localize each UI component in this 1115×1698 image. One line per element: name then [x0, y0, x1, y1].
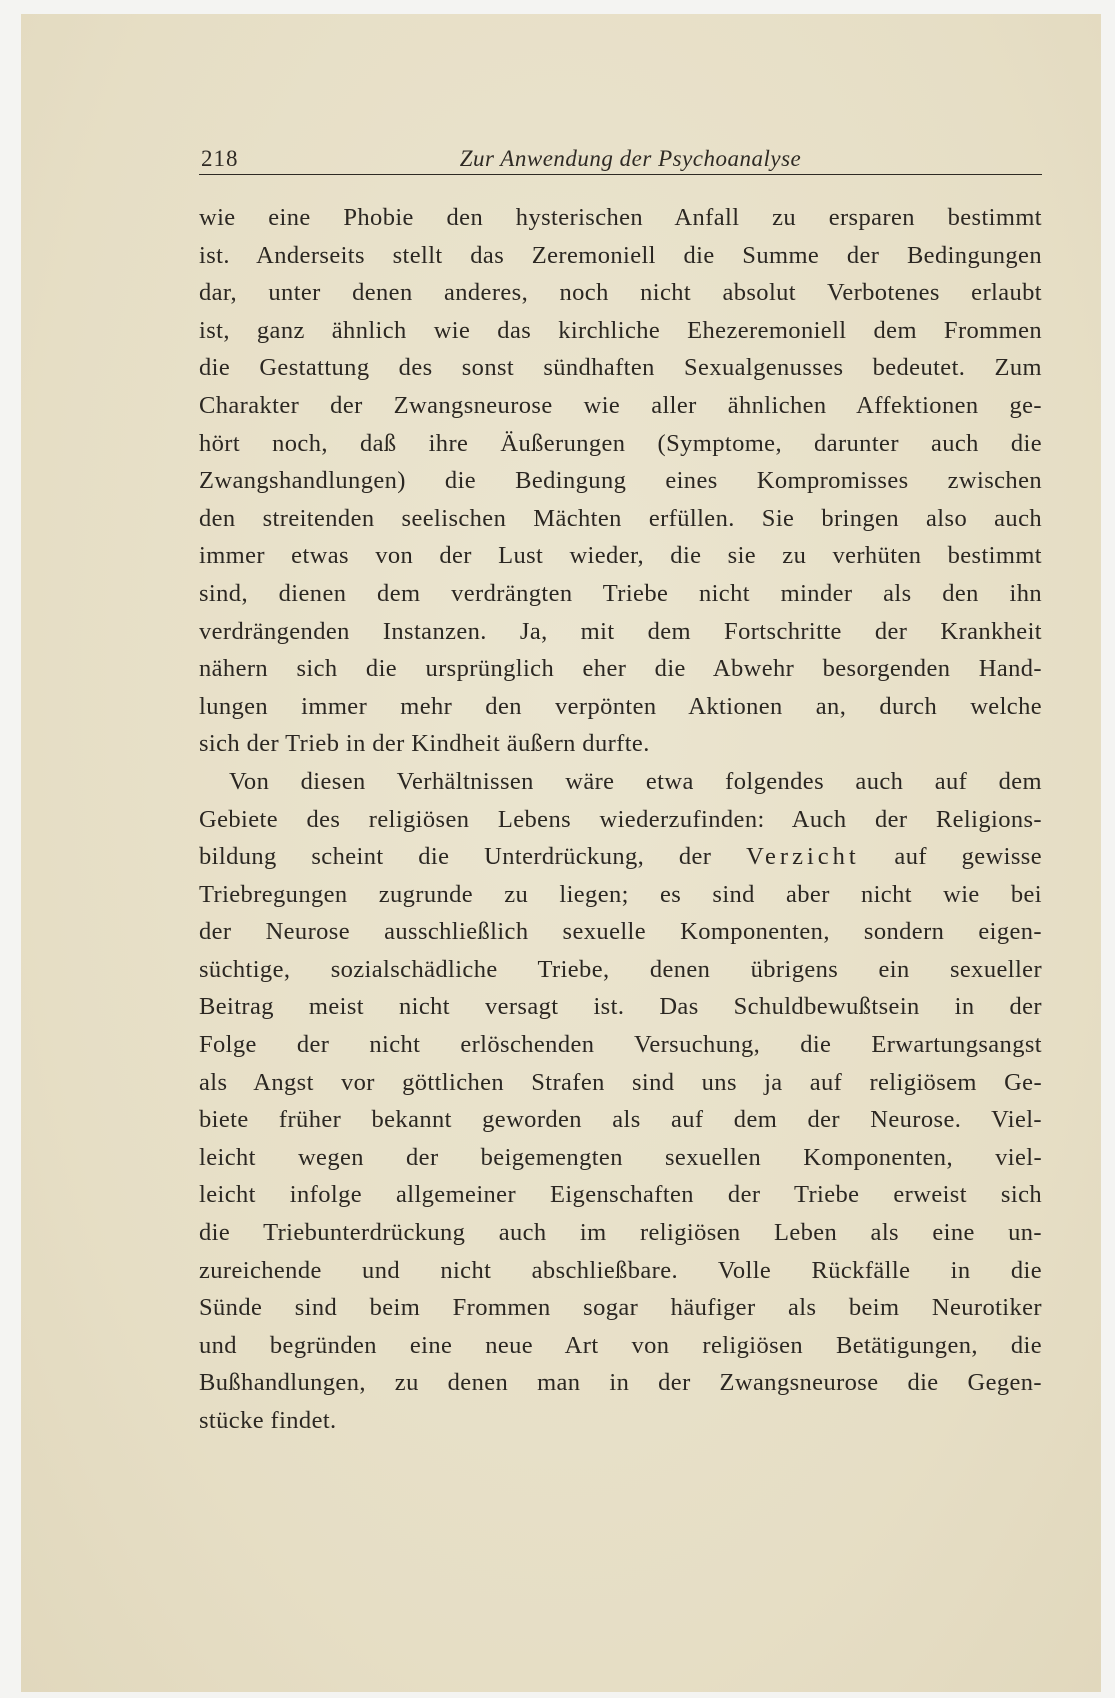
text-line: hört noch, daß ihre Äußerungen (Symptome, darunter auch die [199, 429, 1042, 457]
text-line: leicht infolge allgemeiner Eigenschaften der Triebe erweist sich [199, 1181, 1042, 1209]
text-line: sind, dienen dem verdrängten Triebe nicht minder als den ihn [199, 579, 1042, 607]
text-line: Folge der nicht erlöschenden Versuchung, die Erwartungsangst [199, 1031, 1042, 1059]
text-line: ist, ganz ähnlich wie das kirchliche Ehezeremoniell dem Frommen [199, 316, 1042, 344]
text-line: Von diesen Verhältnissen wäre etwa folgendes auch auf dem [229, 767, 1042, 795]
emphasized-word: Verzicht [746, 843, 860, 871]
text-line: nähern sich die ursprünglich eher die Abwehr besorgenden Hand- [199, 655, 1042, 683]
page-number: 218 [201, 146, 239, 171]
running-header [199, 146, 1042, 175]
text-line: ist. Anderseits stellt das Zeremoniell die Summe der Bedingungen [199, 241, 1042, 269]
text-line: stücke findet. [199, 1407, 337, 1434]
text-fragment: bildung scheint die Unterdrückung, der [199, 843, 712, 871]
text-line: Triebregungen zugrunde zu liegen; es sind aber nicht wie bei [199, 880, 1042, 908]
running-title: Zur Anwendung der Psychoanalyse [459, 146, 802, 171]
text-line: Sünde sind beim Frommen sogar häufiger als beim Neurotiker [199, 1294, 1042, 1322]
text-line: die Triebunterdrückung auch im religiösen Leben als eine un- [199, 1219, 1042, 1247]
text-line: und begründen eine neue Art von religiösen Betätigungen, die [199, 1331, 1042, 1359]
text-line: die Gestattung des sonst sündhaften Sexualgenusses bedeutet. Zum [199, 354, 1042, 382]
text-line: verdrängenden Instanzen. Ja, mit dem Fortschritte der Krankheit [199, 617, 1042, 645]
text-fragment: auf gewisse [894, 843, 1042, 871]
text-line: Gebiete des religiösen Lebens wiederzufinden: Auch der Religions- [199, 805, 1042, 833]
text-line: zureichende und nicht abschließbare. Volle Rückfälle in die [199, 1256, 1042, 1284]
body-text [199, 199, 1042, 1440]
text-line: Bußhandlungen, zu denen man in der Zwangsneurose die Gegen- [199, 1369, 1042, 1397]
text-line: süchtige, sozialschädliche Triebe, denen übrigens ein sexueller [199, 955, 1042, 983]
paragraph [199, 199, 1042, 763]
text-line: Zwangshandlungen) die Bedingung eines Kompromisses zwischen [199, 467, 1042, 495]
text-line: immer etwas von der Lust wieder, die sie zu verhüten bestimmt [199, 542, 1042, 570]
text-line: lungen immer mehr den verpönten Aktionen an, durch welche [199, 692, 1042, 720]
text-line: wie eine Phobie den hysterischen Anfall zu ersparen bestimmt [199, 204, 1042, 231]
text-line: den streitenden seelischen Mächten erfüllen. Sie bringen also auch [199, 504, 1042, 532]
text-line: Beitrag meist nicht versagt ist. Das Schuldbewußtsein in der [199, 993, 1042, 1021]
text-line [199, 838, 1042, 876]
text-line: Charakter der Zwangsneurose wie aller ähnlichen Affektionen ge- [199, 391, 1042, 419]
text-line: dar, unter denen anderes, noch nicht absolut Verbotenes erlaubt [199, 279, 1042, 307]
text-line: biete früher bekannt geworden als auf dem der Neurose. Viel- [199, 1106, 1042, 1134]
text-line: der Neurose ausschließlich sexuelle Komponenten, sondern eigen- [199, 918, 1042, 946]
text-line: leicht wegen der beigemengten sexuellen Komponenten, viel- [199, 1143, 1042, 1171]
text-line: sich der Trieb in der Kindheit äußern durfte. [199, 730, 650, 758]
text-line: als Angst vor göttlichen Strafen sind uns ja auf religiösem Ge- [199, 1068, 1042, 1096]
paragraph [199, 763, 1042, 1440]
